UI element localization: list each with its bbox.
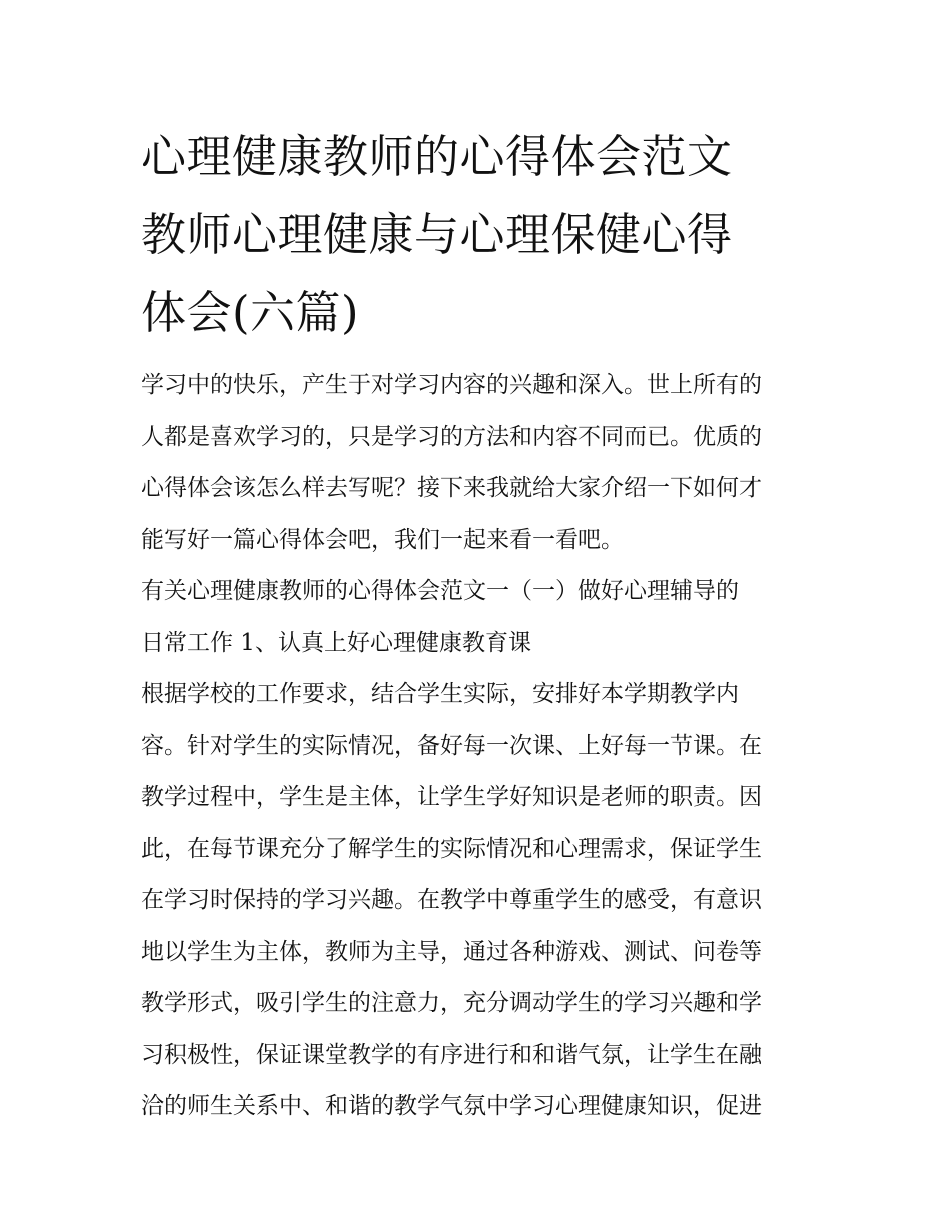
document-title xyxy=(141,118,813,352)
title-line-2: 教师心理健康与心理保健心得 xyxy=(141,208,733,261)
text-line: 能写好一篇心得体会吧，我们一起来看一看吧。 xyxy=(141,526,624,553)
text-line: 教学过程中，学生是主体，让学生学好知识是老师的职责。因 xyxy=(141,784,762,810)
text-line: 教学形式，吸引学生的注意力，充分调动学生的学习兴趣和学 xyxy=(141,990,762,1016)
text-line: 有关心理健康教师的心得体会范文一（一）做好心理辅导的 xyxy=(141,578,739,604)
text-line: 在学习时保持的学习兴趣。在教学中尊重学生的感受，有意识 xyxy=(141,887,762,913)
document-content xyxy=(141,118,813,1133)
intro-paragraph xyxy=(141,360,813,566)
text-line: 地以学生为主体，教师为主导，通过各种游戏、测试、问卷等 xyxy=(141,938,762,965)
title-line-3: 体会(六篇) xyxy=(141,286,360,339)
text-line: 容。针对学生的实际情况，备好每一次课、上好每一节课。在 xyxy=(141,732,762,759)
text-line: 此，在每节课充分了解学生的实际情况和心理需求，保证学生 xyxy=(141,835,762,862)
text-line: 人都是喜欢学习的，只是学习的方法和内容不同而已。优质的 xyxy=(141,423,762,450)
text-line: 习积极性，保证课堂教学的有序进行和和谐气氛，让学生在融 xyxy=(141,1041,762,1068)
section-heading-paragraph xyxy=(141,566,813,669)
text-line: 根据学校的工作要求，结合学生实际，安排好本学期教学内 xyxy=(141,681,739,707)
text-line: 学习中的快乐，产生于对学习内容的兴趣和深入。世上所有的 xyxy=(141,372,762,398)
title-line-1: 心理健康教师的心得体会范文 xyxy=(141,130,733,183)
text-line: 洽的师生关系中、和谐的教学气氛中学习心理健康知识，促进 xyxy=(141,1093,762,1119)
text-line: 日常工作 1、认真上好心理健康教育课 xyxy=(141,629,531,656)
text-line: 心得体会该怎么样去写呢？接下来我就给大家介绍一下如何才 xyxy=(141,475,762,501)
body-paragraph xyxy=(141,669,813,1133)
